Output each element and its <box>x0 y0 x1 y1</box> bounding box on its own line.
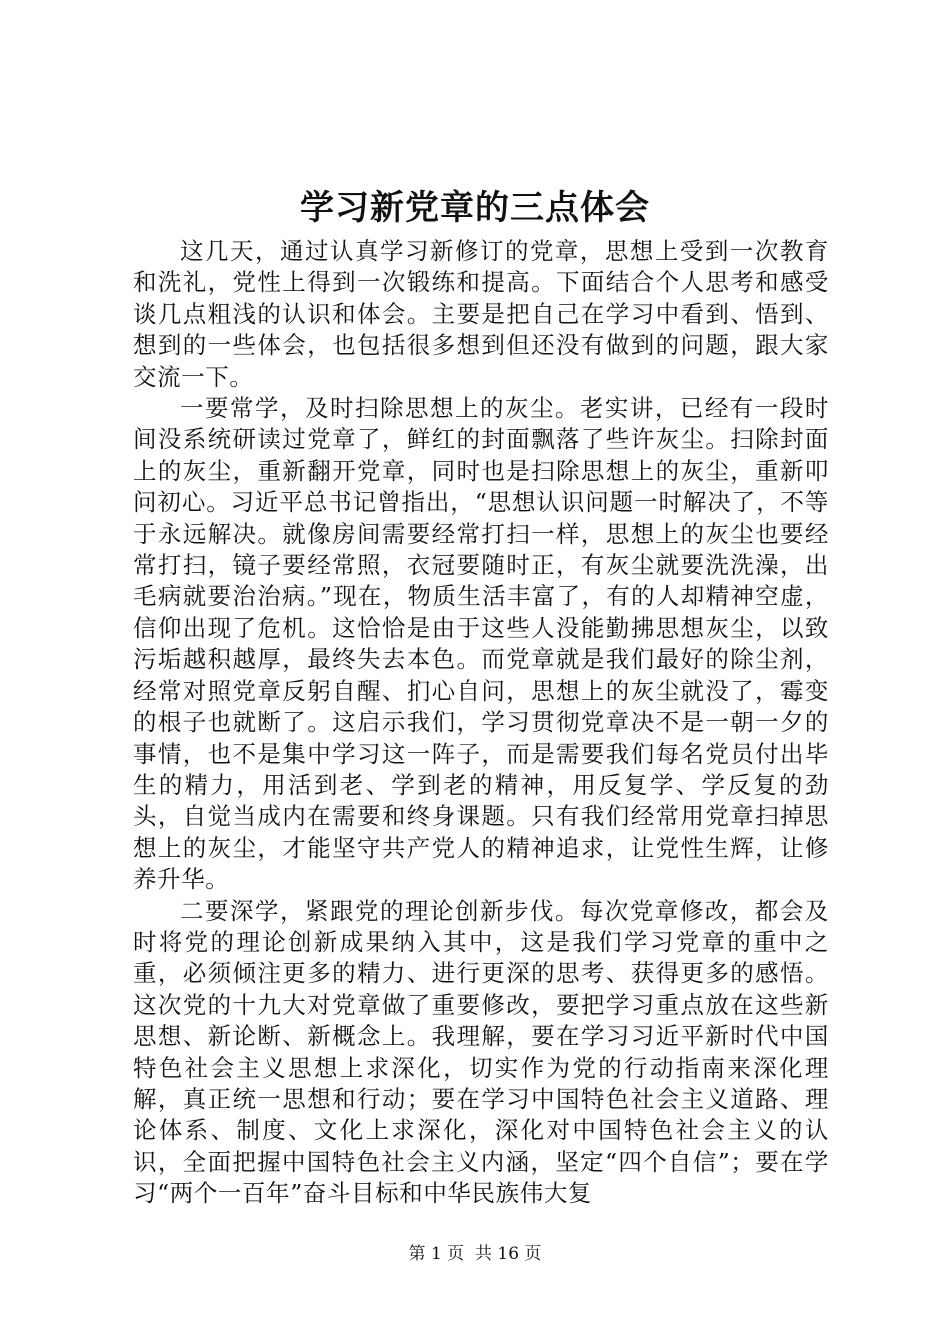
paragraph-intro: 这几天，通过认真学习新修订的党章，思想上受到一次教育和洗礼，党性上得到一次锻练和提高。下面结合个人思考和感受谈几点粗浅的认识和体会。主要是把自己在学习中看到、悟到、想到的一些体会，也包括很多想到但还没有做到的问题，跟大家交流一下。 <box>133 237 829 391</box>
paragraph-point-one: 一要常学，及时扫除思想上的灰尘。老实讲，已经有一段时间没系统研读过党章了，鲜红的封面飘落了些许灰尘。扫除封面上的灰尘，重新翻开党章，同时也是扫除思想上的灰尘，重新叩问初心。习近平总书记曾指出，“思想认识问题一时解决了，不等于永远解决。就像房间需要经常打扫一样，思想上的灰尘也要经常打扫，镜子要经常照，衣冠要随时正，有灰尘就要洗洗澡，出毛病就要治治病。”现在，物质生活丰富了，有的人却精神空虚，信仰出现了危机。这恰恰是由于这些人没能勤拂思想灰尘，以致污垢越积越厚，最终失去本色。而党章就是我们最好的除尘剂，经常对照党章反躬自醒、扪心自问，思想上的灰尘就没了，霉变的根子也就断了。这启示我们，学习贯彻党章决不是一朝一夕的事情，也不是集中学习这一阵子，而是需要我们每名党员付出毕生的精力，用活到老、学到老的精神，用反复学、学反复的劲头，自觉当成内在需要和终身课题。只有我们经常用党章扫掉思想上的灰尘，才能坚守共产党人的精神追求，让党性生辉，让修养升华。 <box>133 394 829 894</box>
document-body <box>133 236 829 1210</box>
paragraph-point-two: 二要深学，紧跟党的理论创新步伐。每次党章修改，都会及时将党的理论创新成果纳入其中，这是我们学习党章的重中之重，必须倾注更多的精力、进行更深的思考、获得更多的感悟。这次党的十九大对党章做了重要修改，要把学习重点放在这些新思想、新论断、新概念上。我理解，要在学习习近平新时代中国特色社会主义思想上求深化，切实作为党的行动指南来深化理解，真正统一思想和行动；要在学习中国特色社会主义道路、理论体系、制度、文化上求深化，深化对中国特色社会主义的认识，全面把握中国特色社会主义内涵，坚定“四个自信”；要在学习“两个一百年”奋斗目标和中华民族伟大复 <box>133 896 829 1208</box>
page-number: 第 1 页 <box>408 1244 465 1264</box>
page-total: 共 16 页 <box>474 1244 542 1264</box>
page-footer <box>0 1242 950 1266</box>
document-title: 学习新党章的三点体会 <box>300 188 650 228</box>
